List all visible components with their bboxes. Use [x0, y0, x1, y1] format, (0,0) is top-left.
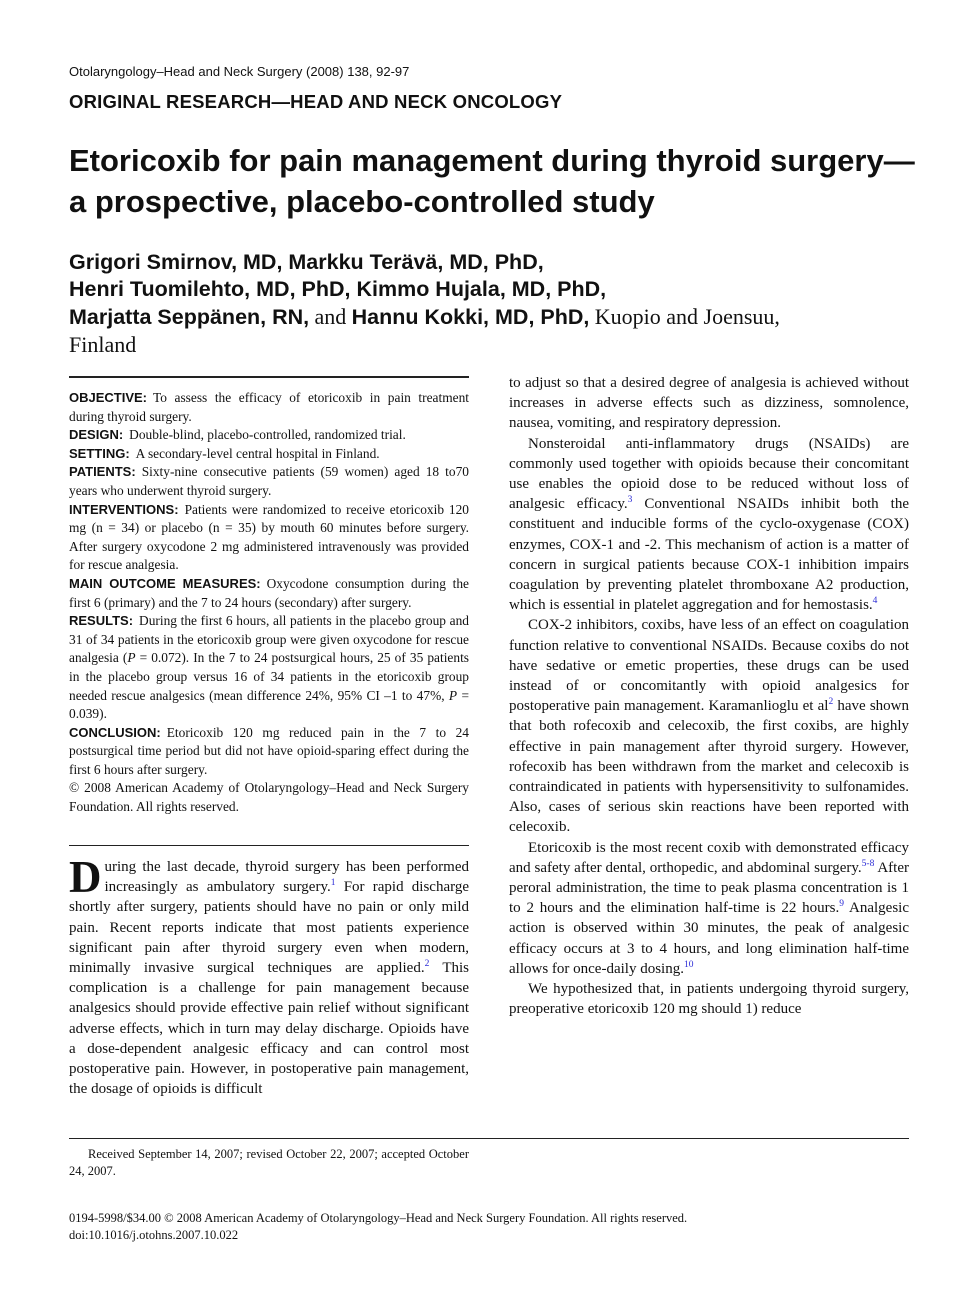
citation-link[interactable]: 5-8: [861, 858, 875, 869]
abstract-objective: [69, 389, 469, 426]
author-list: [69, 249, 929, 359]
etoricoxib-text-b: After peroral administration, the time to peak plasma concentration is 1 to 2 hours and the elimination half-time is 22 hours.: [509, 859, 909, 917]
article-title: Etoricoxib for pain management during thyroid surgery—a prospective, placebo-controlled study: [69, 143, 915, 219]
cox2-text-b: have shown that both rofecoxib and celecoxib, the first coxibs, are highly effective in pain management after thyroid surgery. However, rofecoxib has been withdrawn from the market and celecoxib is contraindicated in patients with hypersensitivity to sulfonamides. Also, cases of serious skin reactions have been reported with celecoxib.: [509, 698, 909, 836]
authors-line-3a: Marjatta Seppänen, RN,: [69, 305, 310, 329]
citation-link[interactable]: 2: [828, 697, 834, 708]
intro-paragraph: [69, 852, 469, 1099]
paragraph-hypothesis: We hypothesized that, in patients undergoing thyroid surgery, preoperative etoricoxib 120 mg should 1) reduce: [509, 981, 909, 1018]
outcome-text: Oxycodone consumption during the first 6 (primary) and the 7 to 24 hours (secondary) after surgery.: [69, 575, 469, 610]
citation-link[interactable]: 9: [839, 899, 845, 910]
abstract-conclusion: [69, 724, 469, 780]
paragraph-nsaids: [509, 434, 909, 616]
intro-text-c: This complication is a challenge for pain management because analgesics should provide effective pain relief without significant adverse effects, which in turn may delay discharge. Opioids have a dose-dependent analgesic efficacy and can control most postoperative pain. However, in postoperative pain management, the dosage of opioids is difficult: [69, 960, 469, 1098]
drop-cap: D: [69, 852, 102, 902]
authors-country: Finland: [69, 332, 137, 357]
abstract-design: [69, 426, 469, 445]
abstract-interventions: [69, 501, 469, 575]
interventions-label: INTERVENTIONS:: [69, 501, 179, 517]
journal-reference: Otolaryngology–Head and Neck Surgery (2008) 138, 92-97: [69, 64, 410, 79]
authors-location: Kuopio and Joensuu,: [594, 304, 780, 329]
cox2-text-a: COX-2 inhibitors, coxibs, have less of an effect on coagulation function relative to conventional NSAIDs. Because coxibs do not have sedative or emetic properties, these drugs can be used instead of or concomitantly with opioid analgesics for postoperative pain management. Karamanlioglu et al: [509, 617, 909, 715]
abstract: [69, 389, 469, 817]
nsaids-text-b: Conventional NSAIDs inhibit both the constituent and inducible forms of the cyclo-oxygenase (COX) enzymes, COX-1 and -2. This mechanism of action is a matter of concern in surgical patients because COX-1 inhibition impairs coagulation by preventing platelet thromboxane A2 production, which is essential in platelet aggregation and for hemostasis.: [509, 496, 909, 614]
etoricoxib-text-c: Analgesic action is observed within 30 minutes, the peak of analgesic efficacy occurs at 3 to 4 hours, and long elimination half-time allows for once-daily dosing.: [509, 900, 909, 977]
authors-line-3b: Hannu Kokki, MD, PhD,: [351, 305, 590, 329]
received-dates: Received September 14, 2007; revised October 22, 2007; accepted October 24, 2007.: [69, 1147, 469, 1178]
abstract-bottom-rule: [69, 845, 469, 846]
body-right-column: [509, 373, 909, 1020]
etoricoxib-text-a: Etoricoxib is the most recent coxib with demonstrated efficacy and safety after dental, orthopedic, and abdominal surgery.: [509, 839, 909, 876]
section-heading: ORIGINAL RESEARCH—HEAD AND NECK ONCOLOGY: [69, 91, 563, 112]
authors-and: and: [314, 304, 347, 329]
p-value-symbol: P: [127, 650, 136, 666]
abstract-setting: [69, 445, 469, 464]
citation-link[interactable]: 1: [330, 878, 336, 889]
doi-link[interactable]: doi:10.1016/j.otohns.2007.10.022: [69, 1228, 239, 1242]
setting-label: SETTING:: [69, 445, 130, 461]
paragraph-continuation: to adjust so that a desired degree of analgesia is achieved without increases in adverse effects such as dizziness, somnolence, nausea, vomiting, and respiratory depression.: [509, 375, 909, 432]
abstract-outcome: [69, 575, 469, 612]
interventions-text: Patients were randomized to receive etoricoxib 120 mg (n = 34) or placebo (n = 35) by mouth 60 minutes before surgery. After surgery oxycodone 2 mg administered intravenously was provided for rescue analgesia.: [69, 501, 469, 573]
nsaids-text-a: Nonsteroidal anti-inflammatory drugs (NSAIDs) are commonly used together with opioids because their concomitant use enables the opioid dose to be reduced without loss of analgesic efficacy.: [509, 435, 909, 513]
intro-text-a: uring the last decade, thyroid surgery has been performed increasingly as ambulatory surgery.: [104, 859, 469, 896]
body-left-column: [69, 852, 469, 1099]
citation-link[interactable]: 4: [872, 596, 878, 607]
conclusion-text: Etoricoxib 120 mg reduced pain in the 7 to 24 postsurgical time period but did not have opioid-sparing effect during the first 6 hours after surgery.: [69, 724, 469, 777]
paragraph-cox2: [509, 615, 909, 837]
abstract-copyright: © 2008 American Academy of Otolaryngology–Head and Neck Surgery Foundation. All rights reserved.: [69, 780, 469, 815]
design-label: DESIGN:: [69, 427, 124, 443]
p-value-symbol: P: [448, 687, 458, 703]
outcome-label: MAIN OUTCOME MEASURES:: [69, 575, 261, 591]
authors-line-1: Grigori Smirnov, MD, Markku Terävä, MD, PhD,: [69, 250, 544, 274]
setting-text: A secondary-level central hospital in Finland.: [135, 445, 380, 461]
objective-text: To assess the efficacy of etoricoxib in pain treatment during thyroid surgery.: [69, 390, 469, 424]
authors-line-2: Henri Tuomilehto, MD, PhD, Kimmo Hujala, MD, PhD,: [69, 277, 607, 301]
citation-link[interactable]: 2: [424, 959, 430, 970]
footer-copyright: [69, 1210, 909, 1244]
abstract-top-rule: [69, 376, 469, 378]
paragraph-etoricoxib: [509, 838, 909, 979]
patients-label: PATIENTS:: [69, 464, 136, 480]
results-label: RESULTS:: [69, 613, 134, 629]
results-text-a: During the first 6 hours, all patients in the placebo group and 31 of 34 patients in the etoricoxib group were given oxycodone for rescue analgesia (: [69, 613, 469, 666]
conclusion-label: CONCLUSION:: [69, 724, 161, 740]
abstract-results: [69, 612, 469, 724]
objective-label: OBJECTIVE:: [69, 390, 148, 405]
footer-rule: [69, 1138, 909, 1139]
intro-text-b: For rapid discharge shortly after surgery, patients should have no pain or only mild pain. Recent reports indicate that most patients experience significant pain after thyroid surgery even when modern, minimally invasive surgical techniques are applied.: [69, 879, 469, 977]
design-text: Double-blind, placebo-controlled, randomized trial.: [129, 427, 406, 443]
patients-text: Sixty-nine consecutive patients (59 women) aged 18 to70 years who underwent thyroid surgery.: [69, 464, 469, 498]
results-text-c: = 0.039).: [69, 687, 470, 722]
abstract-patients: [69, 463, 469, 500]
citation-link[interactable]: 3: [627, 495, 633, 506]
issn-copyright-line: 0194-5998/$34.00 © 2008 American Academy of Otolaryngology–Head and Neck Surgery Foundation. All rights reserved.: [69, 1211, 688, 1225]
citation-link[interactable]: 10: [683, 959, 694, 970]
results-text-b: = 0.072). In the 7 to 24 postsurgical hours, 25 of 35 patients in the placebo group versus 16 of 34 patients in the etoricoxib group needed rescue analgesics (mean difference 24%, 95% CI –1 to 47%,: [69, 650, 469, 703]
